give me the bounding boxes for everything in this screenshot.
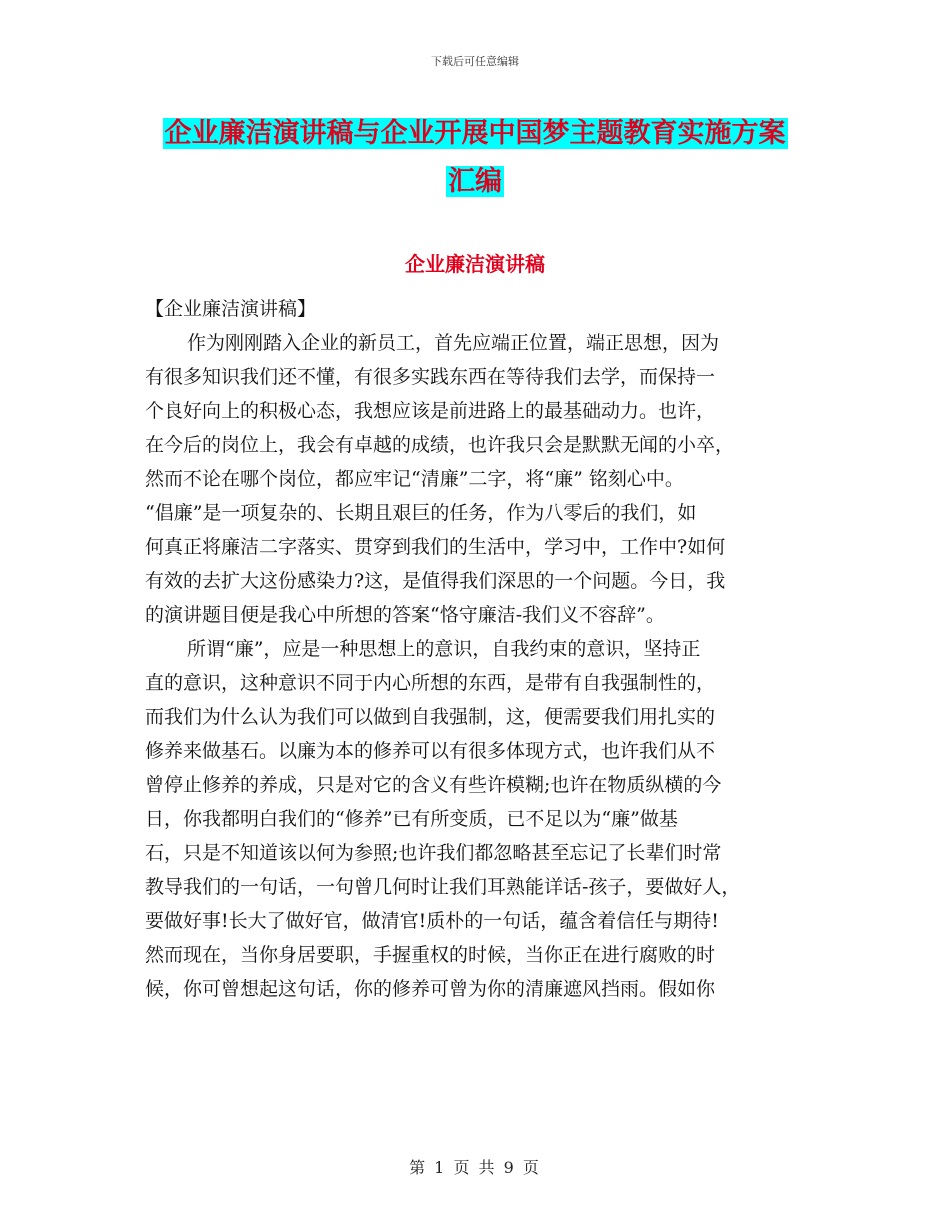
document-title-line-1: 企业廉洁演讲稿与企业开展中国梦主题教育实施方案 <box>164 118 786 149</box>
body-line: 何真正将廉洁二字落实、贯穿到我们的生活中，学习中，工作中?如何 <box>145 536 726 558</box>
body-line: 【企业廉洁演讲稿】 <box>145 298 317 320</box>
body-line: 有很多知识我们还不懂，有很多实践东西在等待我们去学，而保持一 <box>145 366 716 388</box>
document-title <box>0 110 950 206</box>
body-line: 直的意识，这种意识不同于内心所想的东西，是带有自我强制性的， <box>145 672 716 694</box>
body-line: 个良好向上的积极心态，我想应该是前进路上的最基础动力。也许， <box>145 400 716 422</box>
body-line: 然而不论在哪个岗位，都应牢记“清廉”二字，将“廉” 铭刻心中。 <box>145 468 684 490</box>
body-line: 曾停止修养的养成，只是对它的含义有些许模糊;也许在物质纵横的今 <box>145 774 722 796</box>
body-line: “倡廉”是一项复杂的、长期且艰巨的任务，作为八零后的我们，如 <box>145 502 697 524</box>
section-title: 企业廉洁演讲稿 <box>405 252 545 276</box>
body-line: 而我们为什么认为我们可以做到自我强制，这，便需要我们用扎实的 <box>145 706 716 728</box>
body-line: 有效的去扩大这份感染力?这，是值得我们深思的一个问题。今日，我 <box>145 570 726 592</box>
body-line: 石，只是不知道该以何为参照;也许我们都忽略甚至忘记了长辈们时常 <box>145 842 722 864</box>
document-title-line-2: 汇编 <box>448 166 502 197</box>
page-footer: 第 1 页 共 9 页 <box>409 1158 541 1177</box>
body-line: 在今后的岗位上，我会有卓越的成绩，也许我只会是默默无闻的小卒， <box>145 434 735 456</box>
body-line: 然而现在，当你身居要职，手握重权的时候，当你正在进行腐败的时 <box>145 944 716 966</box>
body-line: 候，你可曾想起这句话，你的修养可曾为你的清廉遮风挡雨。假如你 <box>145 978 716 1000</box>
page-header: 下载后可任意编辑 <box>431 55 519 68</box>
body-line: 要做好事!长大了做好官，做清官!质朴的一句话，蕴含着信任与期待! <box>145 910 719 932</box>
body-line: 教导我们的一句话，一句曾几何时让我们耳熟能详话-孩子，要做好人， <box>145 876 741 898</box>
body-line: 所谓“廉”，应是一种思想上的意识，自我约束的意识，坚持正 <box>187 638 701 660</box>
body-line: 作为刚刚踏入企业的新员工，首先应端正位置，端正思想，因为 <box>187 332 720 354</box>
body-line: 修养来做基石。以廉为本的修养可以有很多体现方式，也许我们从不 <box>145 740 716 762</box>
body-line: 日，你我都明白我们的“修养”已有所变质，已不足以为“廉”做基 <box>145 808 678 830</box>
body-line: 的演讲题目便是我心中所想的答案“恪守廉洁-我们义不容辞”。 <box>145 604 665 626</box>
body-text <box>145 292 815 1006</box>
